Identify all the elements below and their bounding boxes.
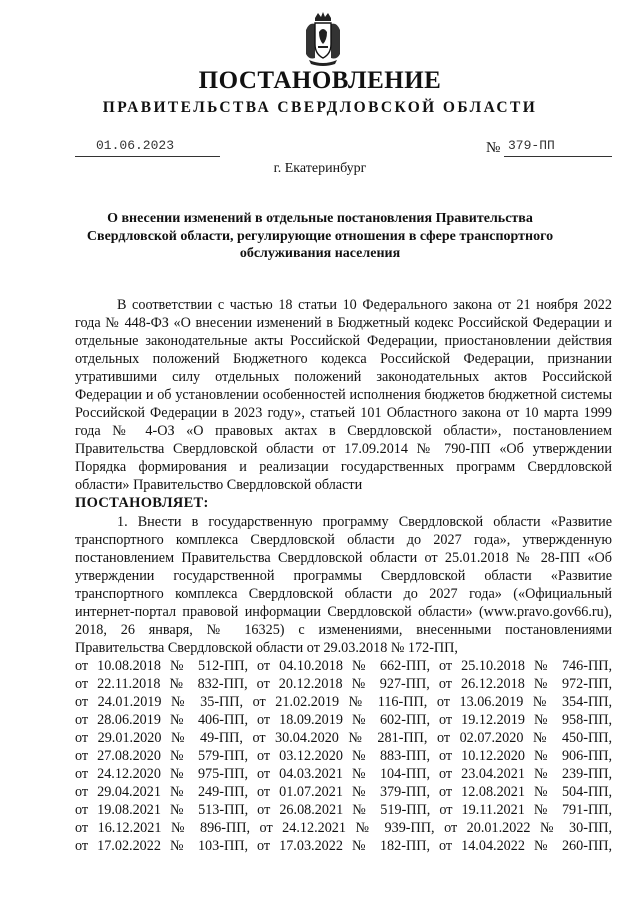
document-city: г. Екатеринбург — [273, 161, 367, 176]
document-subtitle: ПРАВИТЕЛЬСТВА СВЕРДЛОВСКОЙ ОБЛАСТИ — [102, 99, 538, 116]
date-underline — [75, 156, 220, 157]
amendment-line: от 22.11.2018 № 832-ПП, от 20.12.2018 № 927-ПП, от 26.12.2018 № 972-ПП, — [75, 676, 612, 692]
point-1-paragraph: 1. Внести в государственную программу Свердловской области «Развитие транспортного комплекса Свердловской области до 2027 года», утвержденную постановлением Правительства Свердловской области от 25.01.2018 № 28-ПП «Об утверждении государственной программы Свердловской области «Развитие транспортного комплекса Свердловской области до 2027 года» («Официальный интернет-портал правовой информации Свердловской области» (www.pravo.gov66.ru), 2018, 26 января, № 16325) с изменениями, внесенными постановлениями Правительства Свердловской области от 29.03.2018 № 172-ПП, — [75, 514, 612, 656]
amendment-line: от 19.08.2021 № 513-ПП, от 26.08.2021 № 519-ПП, от 19.11.2021 № 791-ПП, — [75, 802, 612, 818]
amendment-line: от 29.04.2021 № 249-ПП, от 01.07.2021 № 379-ПП, от 12.08.2021 № 504-ПП, — [75, 784, 612, 800]
number-sign: № — [486, 140, 501, 156]
amendment-line: от 24.12.2020 № 975-ПП, от 04.03.2021 № 104-ПП, от 23.04.2021 № 239-ПП, — [75, 766, 612, 782]
document-heading: О внесении изменений в отдельные постановления Правительства Свердловской области, регулирующие отношения в сфере транспортного обслуживания населения — [86, 211, 554, 261]
document-date: 01.06.2023 — [96, 138, 175, 153]
document-body — [75, 296, 612, 855]
amendment-line: от 10.08.2018 № 512-ПП, от 04.10.2018 № 662-ПП, от 25.10.2018 № 746-ПП, — [75, 658, 612, 674]
amendment-line: от 16.12.2021 № 896-ПП, от 24.12.2021 № 939-ПП, от 20.01.2022 № 30-ПП, — [75, 820, 612, 836]
amendment-line: от 24.01.2019 № 35-ПП, от 21.02.2019 № 116-ПП, от 13.06.2019 № 354-ПП, — [75, 694, 612, 710]
amendment-line: от 17.02.2022 № 103-ПП, от 17.03.2022 № 182-ПП, от 14.04.2022 № 260-ПП, — [75, 838, 612, 854]
amendment-line: от 29.01.2020 № 49-ПП, от 30.04.2020 № 281-ПП, от 02.07.2020 № 450-ПП, — [75, 730, 612, 746]
resolve-word: ПОСТАНОВЛЯЕТ: — [75, 495, 209, 511]
document-number: 379-ПП — [508, 138, 555, 153]
amendment-line: от 28.06.2019 № 406-ПП, от 18.09.2019 № 602-ПП, от 19.12.2019 № 958-ПП, — [75, 712, 612, 728]
amendment-line: от 27.08.2020 № 579-ПП, от 03.12.2020 № 883-ПП, от 10.12.2020 № 906-ПП, — [75, 748, 612, 764]
document-title: ПОСТАНОВЛЕНИЕ — [198, 67, 442, 94]
coat-of-arms-emblem — [303, 10, 343, 66]
preamble-paragraph: В соответствии с частью 18 статьи 10 Федерального закона от 21 ноября 2022 года № 448-ФЗ «О внесении изменений в Бюджетный кодекс Российской Федерации и отдельные законодательные акты Российской Федерации, приостановлении действия отдельных положений Бюджетного кодекса Российской Федерации, признании утратившими силу отдельных положений законодательных актов Российской Федерации и об установлении особенностей исполнения бюджетов бюджетной системы Российской Федерации в 2023 году», статьей 101 Областного закона от 10 марта 1999 года № 4-ОЗ «О правовых актах в Свердловской области», постановлением Правительства Свердловской области от 17.09.2014 № 790-ПП «Об утверждении Порядка формирования и реализации государственных программ Свердловской области» Правительство Свердловской области — [75, 297, 612, 493]
number-underline — [504, 156, 612, 157]
amendment-list — [75, 657, 612, 855]
